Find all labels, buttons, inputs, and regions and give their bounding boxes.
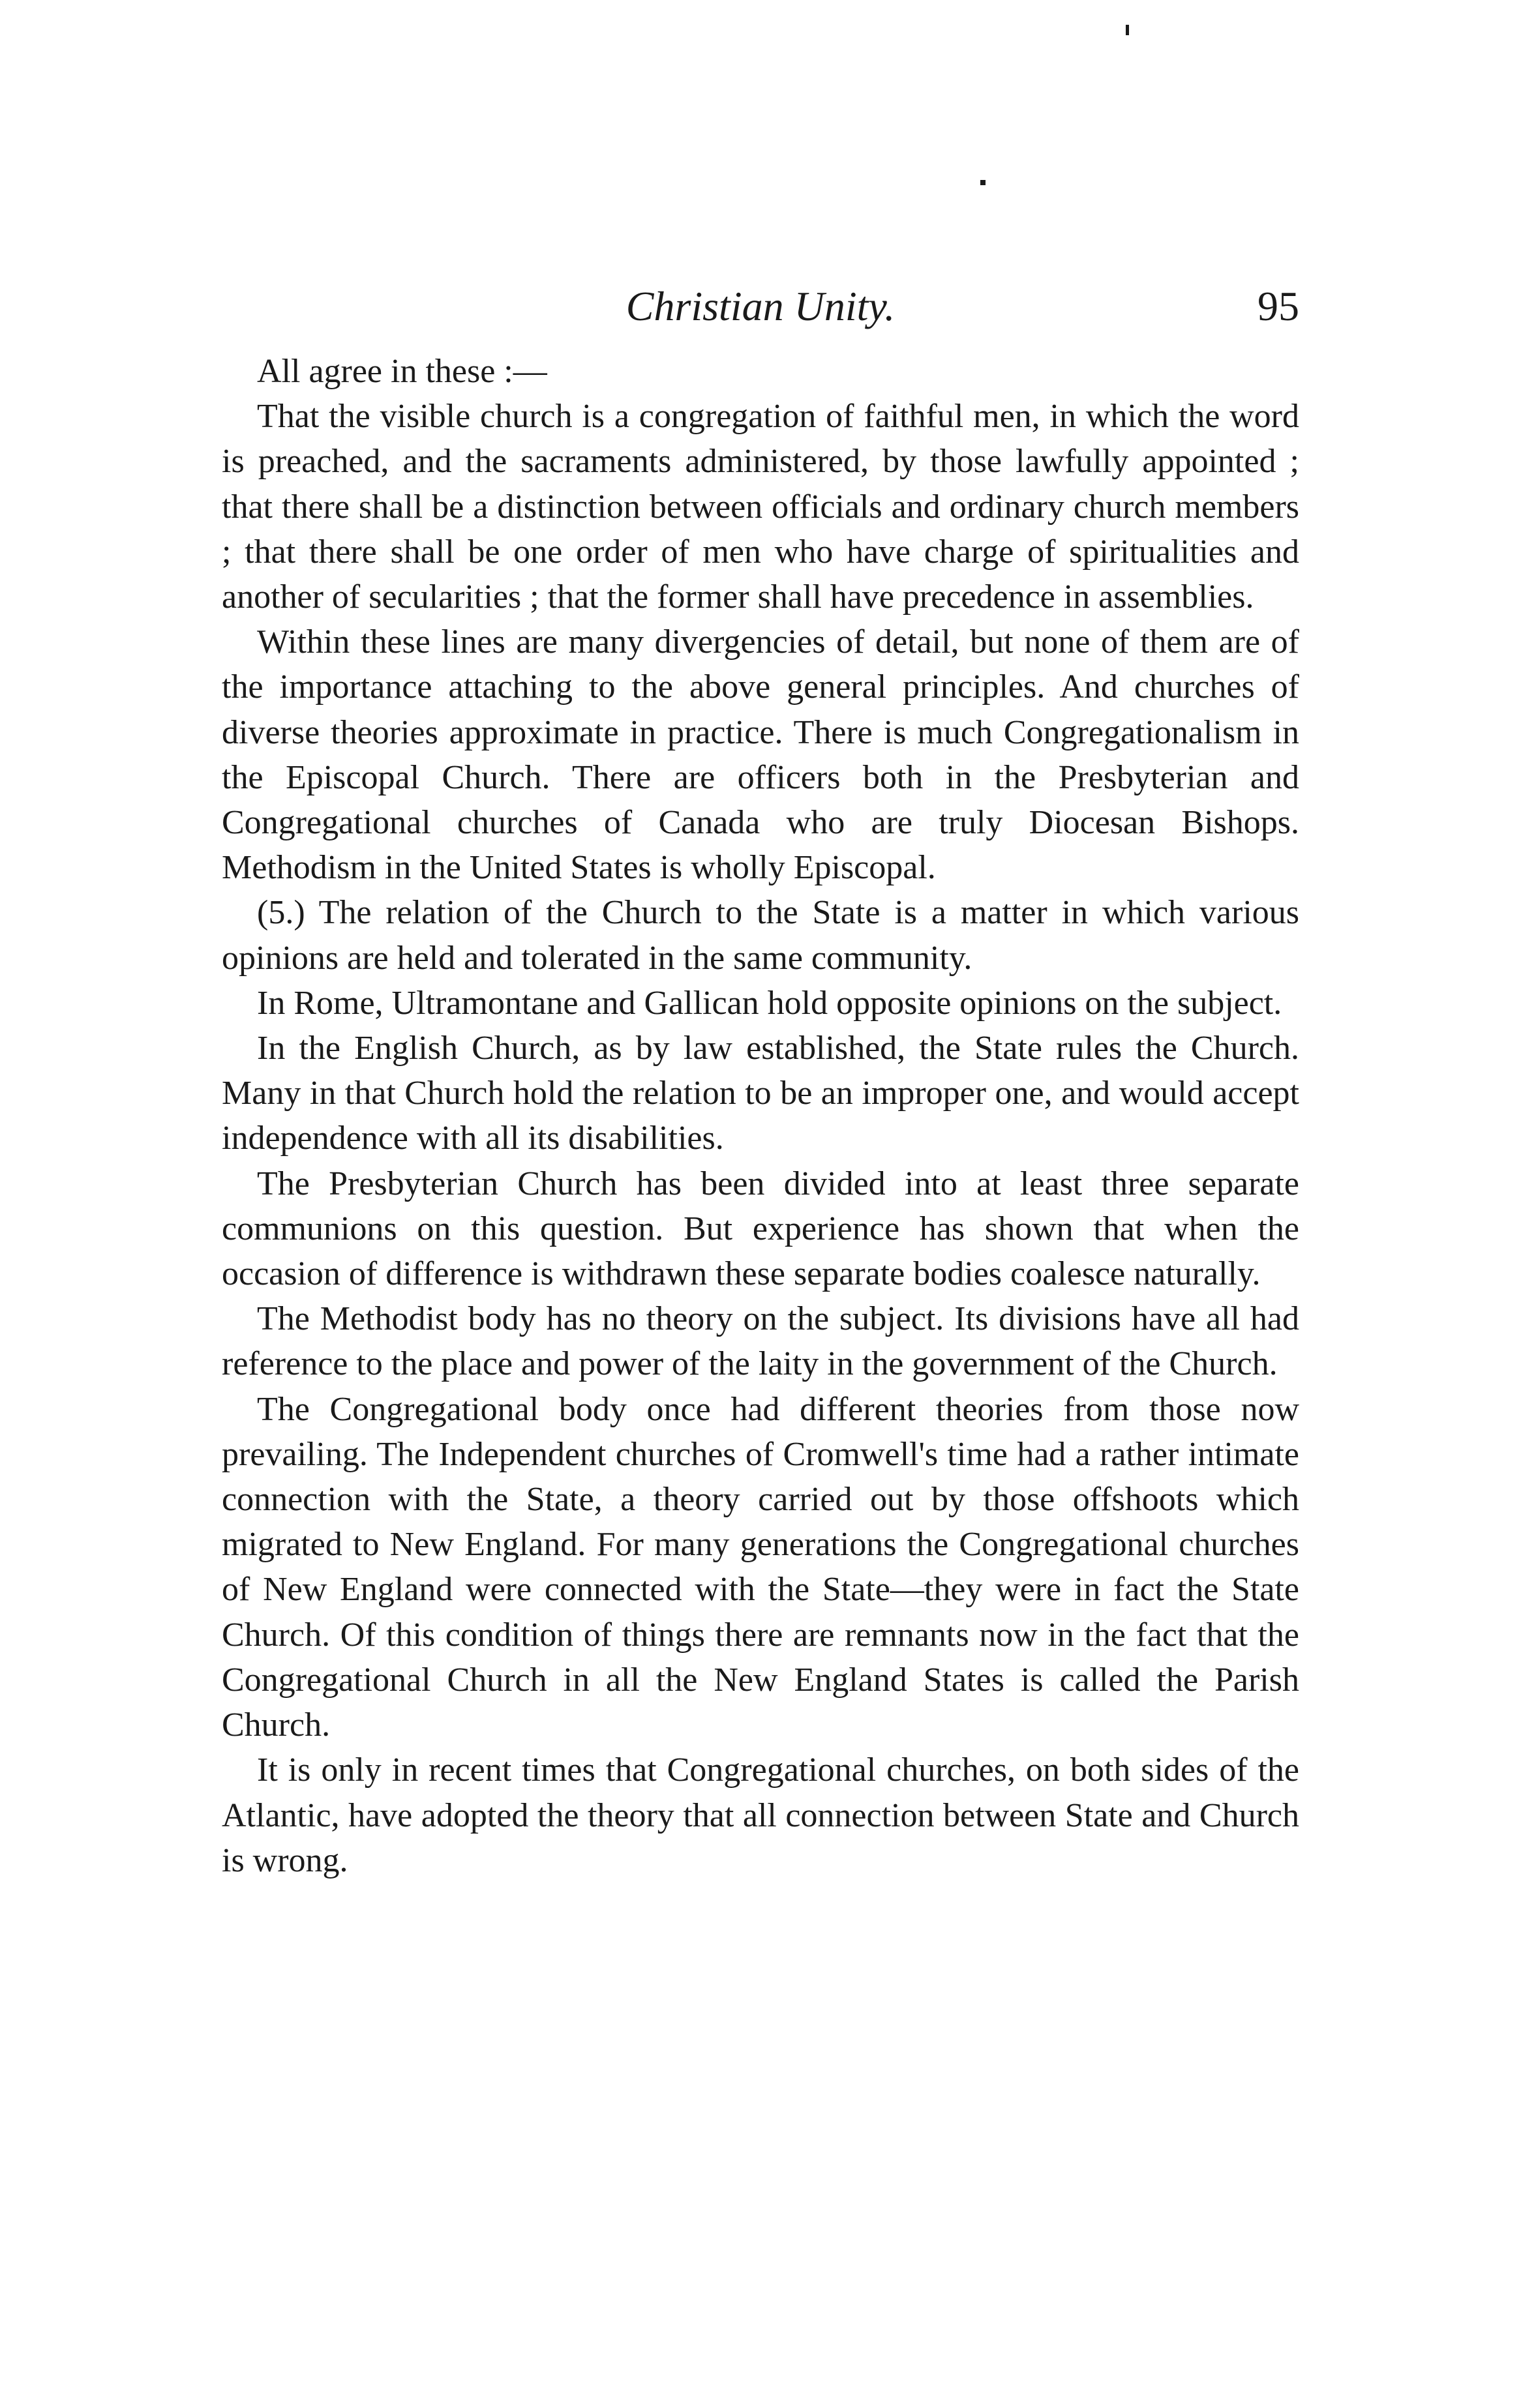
paragraph: In the English Church, as by law established, the State rules the Church. Many in that Church hold the relation to be an improper one, and would accept independence with all its disabilities. <box>222 1030 1299 1157</box>
page-number: 95 <box>1257 283 1299 329</box>
paragraph: That the visible church is a congregation of faithful men, in which the word is preached, and the sacraments administered, by those lawfully appointed ; that there shall be a distinction between officials and ordinary church members ; that there shall be one order of men who have charge of spiritualities and another of secularities ; that the former shall have precedence in assemblies. <box>222 398 1299 616</box>
paragraph: (5.) The relation of the Church to the State is a matter in which various opinions are held and tolerated in the same community. <box>222 894 1299 977</box>
page-header <box>222 277 1299 336</box>
paragraph: Within these lines are many divergencies of detail, but none of them are of the importance attaching to the above general principles. And churches of diverse theories approximate in practice. There is much Congregationalism in the Episcopal Church. There are officers both in the Presbyterian and Congregational churches of Canada who are truly Diocesan Bishops. Methodism in the United States is wholly Episcopal. <box>222 623 1299 887</box>
paragraph: It is only in recent times that Congregational churches, on both sides of the Atlantic, have adopted the theory that all connection between State and Church is wrong. <box>222 1751 1299 1879</box>
body-text <box>222 349 1299 1883</box>
paragraph: The Methodist body has no theory on the subject. Its divisions have all had reference to the place and power of the laity in the government of the Church. <box>222 1300 1299 1383</box>
paragraph: In Rome, Ultramontane and Gallican hold opposite opinions on the subject. <box>257 984 1282 1022</box>
running-title: Christian Unity. <box>625 283 896 329</box>
paragraph: All agree in these :— <box>257 353 547 390</box>
scan-dot <box>980 180 986 185</box>
paragraph: The Congregational body once had different theories from those now prevailing. The Independent churches of Cromwell's time had a rather intimate connection with the State, a theory carried out by those offshoots which migrated to New England. For many generations the Congregational churches of New England were connected with the State—they were in fact the State Church. Of this condition of things there are remnants now in the fact that the Congregational Church in all the New England States is called the Parish Church. <box>222 1390 1299 1744</box>
paragraph: The Presbyterian Church has been divided into at least three separate communions on this question. But experience has shown that when the occasion of difference is withdrawn these separate bodies coalesce naturally. <box>222 1165 1299 1293</box>
scan-mark <box>1126 25 1129 35</box>
